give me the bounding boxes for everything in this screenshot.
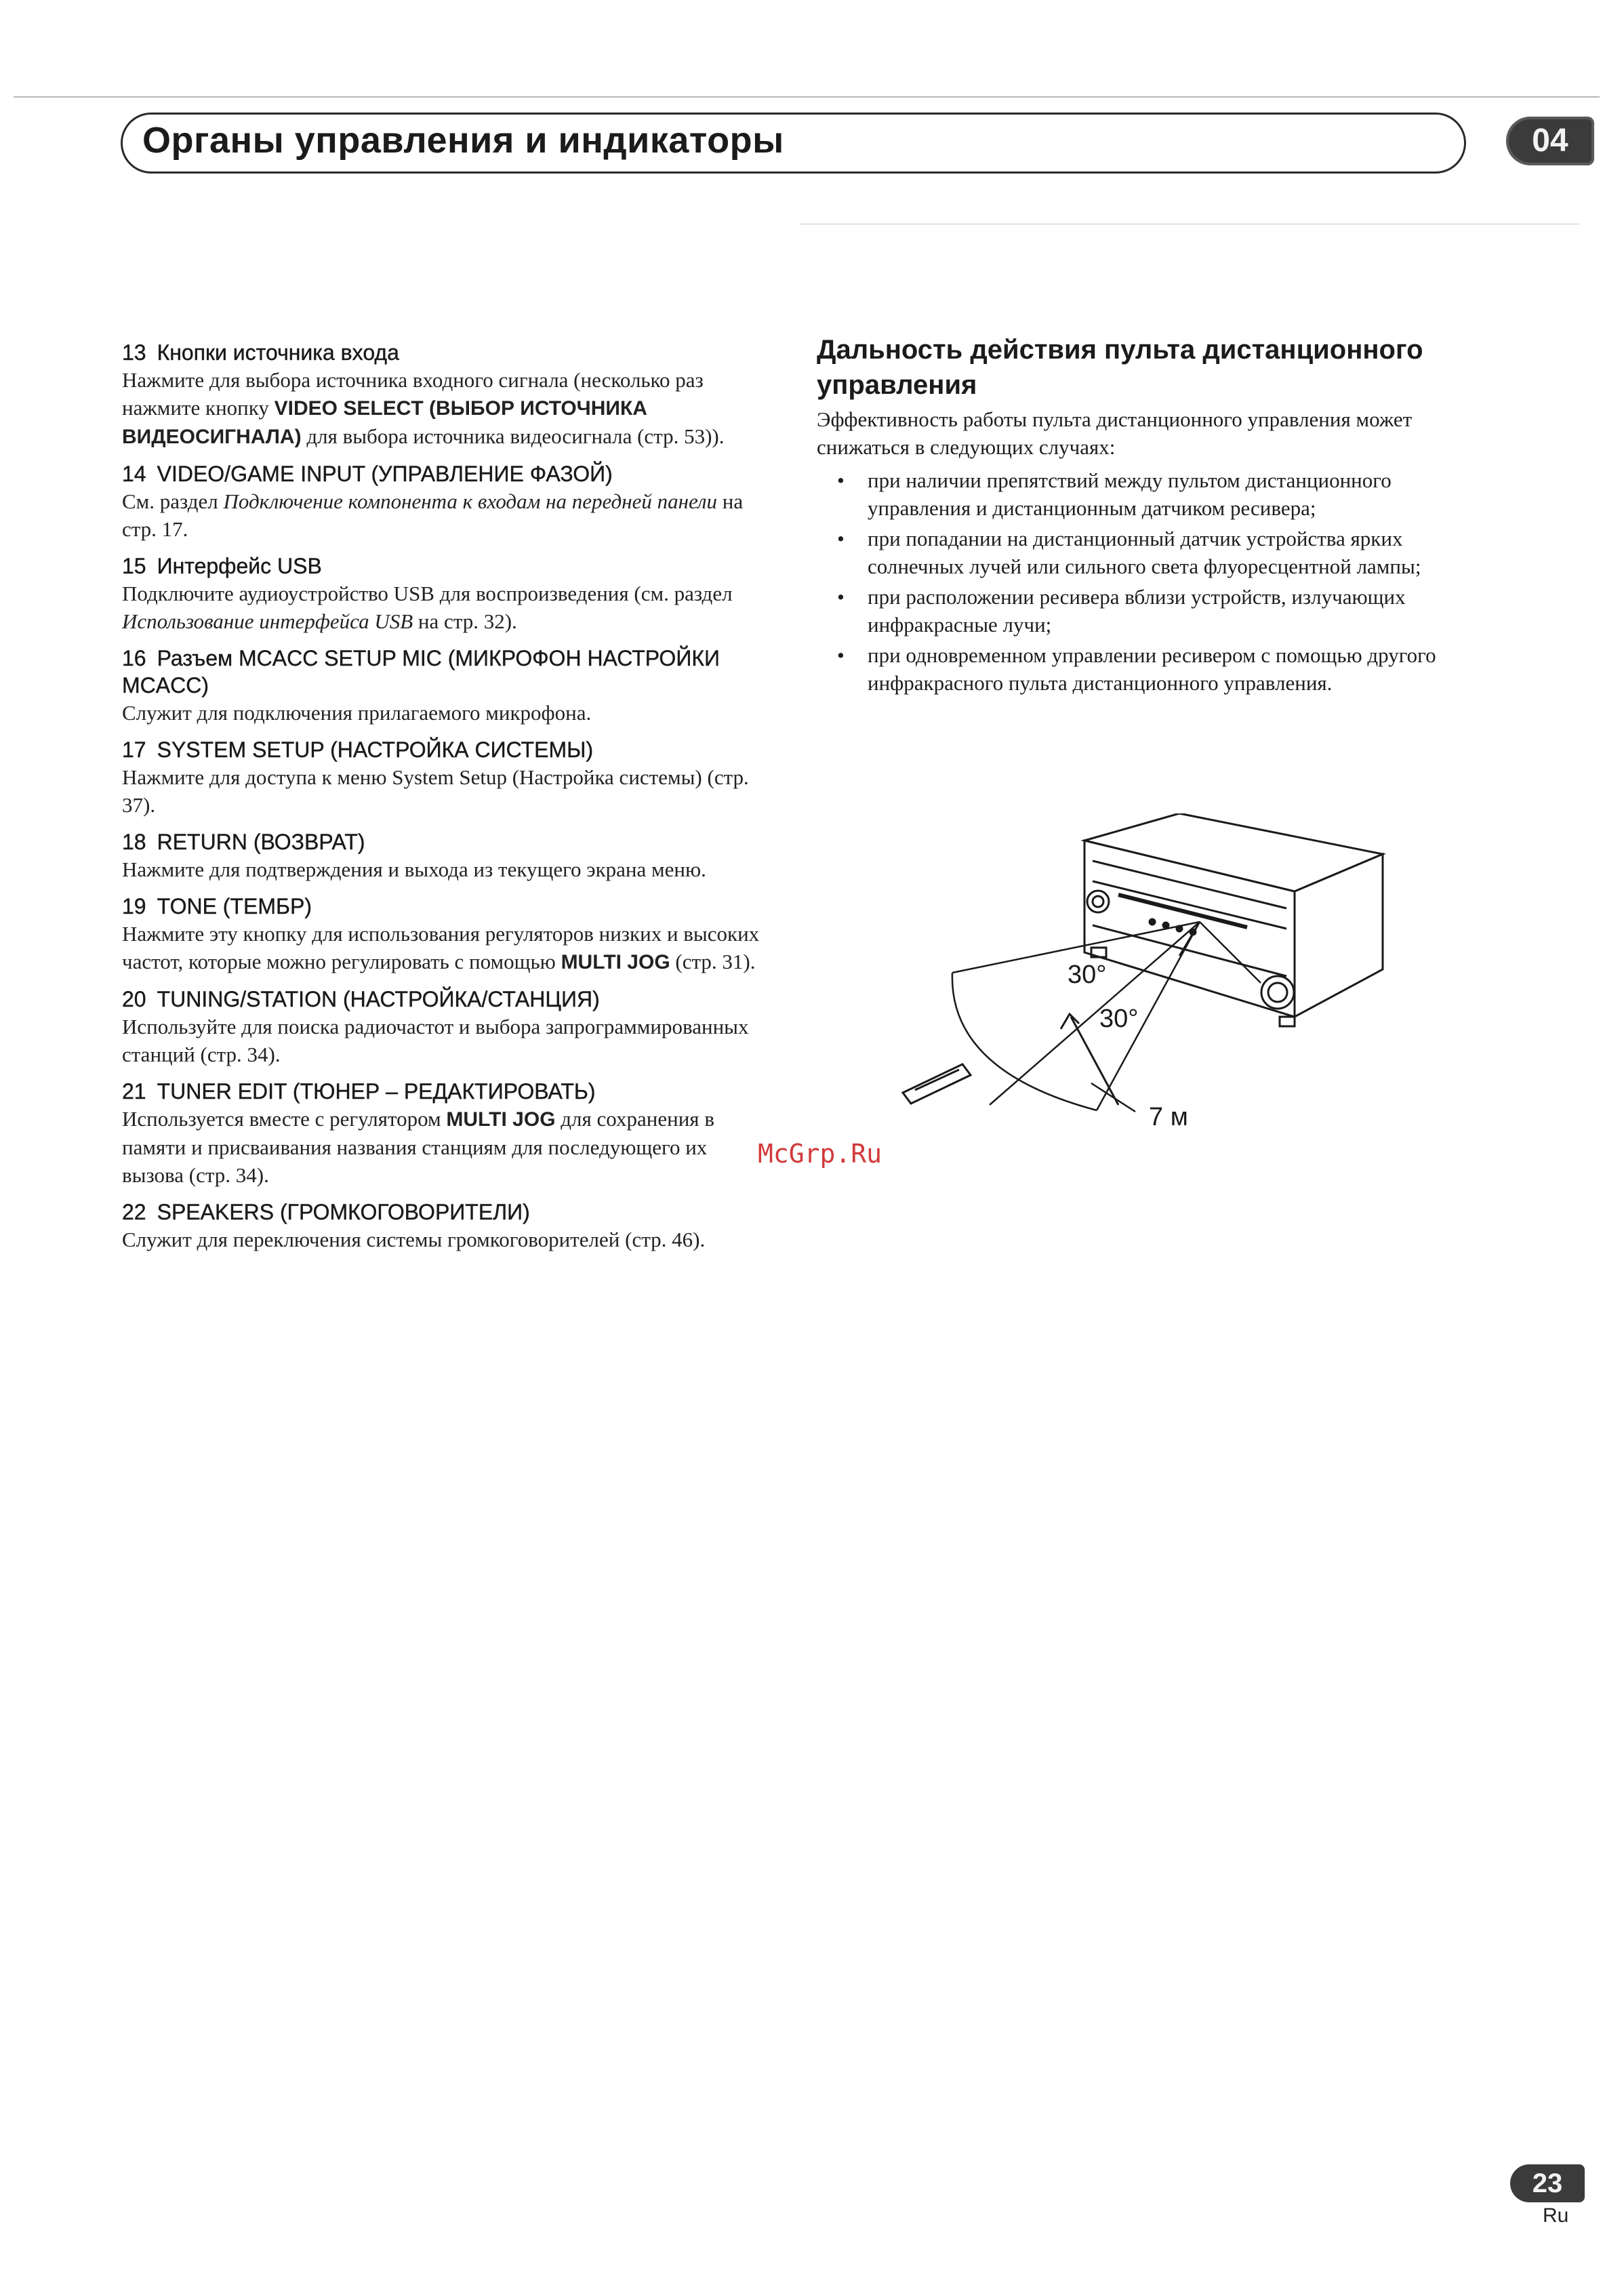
bullet-item: • при наличии препятствий между пультом дистанционного управления и дистанционным датчиком ресивера; — [837, 466, 1481, 522]
angle-label-bottom: 30° — [1099, 1005, 1139, 1033]
control-item — [122, 828, 773, 883]
section-intro: Эффективность работы пульта дистанционного управления может снижаться в следующих случаях: — [817, 407, 1413, 459]
description-text: Нажмите эту кнопку для использования регуляторов низких и высоких частот, которые можно регулировать с помощью — [122, 922, 760, 973]
control-item — [122, 893, 773, 976]
control-item-title: Интерфейс USB — [157, 554, 322, 578]
description-text: MULTI JOG — [561, 951, 670, 973]
description-text: Подключите аудиоустройство USB для воспроизведения (см. раздел — [122, 582, 733, 605]
description-text: Нажмите для выбора источника входного сигнала (несколько раз нажмите кнопку — [122, 368, 704, 420]
control-item-description — [122, 763, 773, 819]
control-item-description — [122, 1013, 773, 1068]
control-item-description — [122, 699, 773, 727]
distance-label: 7 м — [1149, 1103, 1188, 1131]
control-item-number: 21 — [122, 1079, 146, 1104]
bullet-item: • при попадании на дистанционный датчик устройства ярких солнечных лучей или сильного света флуоресцентной лампы; — [837, 525, 1481, 580]
control-item-number: 20 — [122, 987, 146, 1011]
language-code: Ru — [1543, 2204, 1569, 2227]
description-text: для сохранения в памяти и присваивания названия станциям для последующего их вызова (стр. 34). — [122, 1107, 714, 1187]
control-item-description — [122, 487, 773, 543]
description-text: Использование интерфейса USB — [122, 609, 413, 633]
control-item-title: SYSTEM SETUP (НАСТРОЙКА СИСТЕМЫ) — [157, 738, 594, 762]
angle-label-top: 30° — [1068, 961, 1107, 989]
description-text: Нажмите для подтверждения и выхода из текущего экрана меню. — [122, 857, 706, 881]
control-item — [122, 460, 773, 543]
control-item-heading — [122, 339, 773, 366]
chapter-badge: 04 — [1506, 117, 1594, 165]
page-number: 23 — [1510, 2164, 1585, 2202]
description-text: Используется вместе с регулятором — [122, 1107, 447, 1131]
description-text: VIDEO SELECT (ВЫБОР ИСТОЧНИКА ВИДЕОСИГНАЛА) — [122, 397, 647, 448]
control-item-heading — [122, 645, 773, 699]
bullet-list — [817, 466, 1481, 697]
section-title: Дальность действия пульта дистанционного управления — [817, 335, 1423, 400]
description-text: (стр. 31). — [670, 950, 756, 973]
description-text: См. раздел — [122, 489, 224, 513]
scan-line-top — [14, 96, 1600, 98]
controls-list — [122, 339, 773, 1263]
control-item-heading — [122, 1078, 773, 1105]
description-text: Подключение компонента к входам на передней панели — [223, 489, 717, 513]
control-item-description — [122, 366, 773, 451]
control-item-heading — [122, 736, 773, 763]
description-text: на стр. 17. — [122, 489, 744, 541]
control-item-title: VIDEO/GAME INPUT (УПРАВЛЕНИЕ ФАЗОЙ) — [157, 462, 613, 486]
page-title: Органы управления и индикаторы — [142, 120, 784, 161]
description-text: на стр. 32). — [413, 609, 517, 633]
control-item-description — [122, 580, 773, 635]
control-item-title: SPEAKERS (ГРОМКОГОВОРИТЕЛИ) — [157, 1200, 530, 1224]
control-item-number: 18 — [122, 830, 146, 854]
description-text: MULTI JOG — [446, 1108, 556, 1131]
remote-range-section — [817, 332, 1481, 700]
control-item-number: 14 — [122, 462, 146, 486]
bullet-item: • при расположении ресивера вблизи устройств, излучающих инфракрасные лучи; — [837, 583, 1481, 639]
control-item-description — [122, 920, 773, 976]
control-item — [122, 986, 773, 1068]
watermark: McGrp.Ru — [758, 1139, 882, 1169]
control-item — [122, 645, 773, 727]
control-item-heading — [122, 552, 773, 580]
description-text: Служит для подключения прилагаемого микрофона. — [122, 701, 592, 725]
control-item-title: TONE (ТЕМБР) — [157, 894, 312, 918]
receiver-illustration — [1084, 813, 1383, 1026]
control-item-title: Кнопки источника входа — [157, 340, 399, 365]
control-item-heading — [122, 460, 773, 487]
control-item — [122, 736, 773, 819]
control-item-title: TUNING/STATION (НАСТРОЙКА/СТАНЦИЯ) — [157, 987, 600, 1011]
control-item-title: Разъем MCACC SETUP MIC (МИКРОФОН НАСТРОЙКИ MCACC) — [122, 646, 720, 698]
control-item — [122, 339, 773, 451]
remote-range-diagram — [895, 813, 1410, 1139]
control-item-description — [122, 1226, 773, 1253]
control-item-number: 17 — [122, 738, 146, 762]
control-item-number: 22 — [122, 1200, 146, 1224]
description-text: Используйте для поиска радиочастот и выбора запрограммированных станций (стр. 34). — [122, 1015, 749, 1066]
control-item-title: TUNER EDIT (ТЮНЕР – РЕДАКТИРОВАТЬ) — [157, 1079, 596, 1104]
control-item-number: 13 — [122, 340, 146, 365]
control-item-heading — [122, 986, 773, 1013]
control-item — [122, 1078, 773, 1189]
bullet-item: • при одновременном управлении ресивером с помощью другого инфракрасного пульта дистанционного управления. — [837, 641, 1481, 697]
control-item-heading — [122, 828, 773, 855]
control-item-number: 15 — [122, 554, 146, 578]
control-item-number: 19 — [122, 894, 146, 918]
control-item — [122, 552, 773, 635]
control-item-title: RETURN (ВОЗВРАТ) — [157, 830, 365, 854]
control-item-heading — [122, 893, 773, 920]
description-text: Нажмите для доступа к меню System Setup (Настройка системы) (стр. 37). — [122, 765, 749, 817]
control-item-number: 16 — [122, 646, 146, 670]
description-text: для выбора источника видеосигнала (стр. 53)). — [301, 424, 725, 448]
control-item — [122, 1198, 773, 1253]
description-text: Служит для переключения системы громкоговорителей (стр. 46). — [122, 1228, 706, 1251]
control-item-description — [122, 1105, 773, 1189]
control-item-description — [122, 855, 773, 883]
remote-control-icon — [903, 1064, 971, 1104]
control-item-heading — [122, 1198, 773, 1226]
